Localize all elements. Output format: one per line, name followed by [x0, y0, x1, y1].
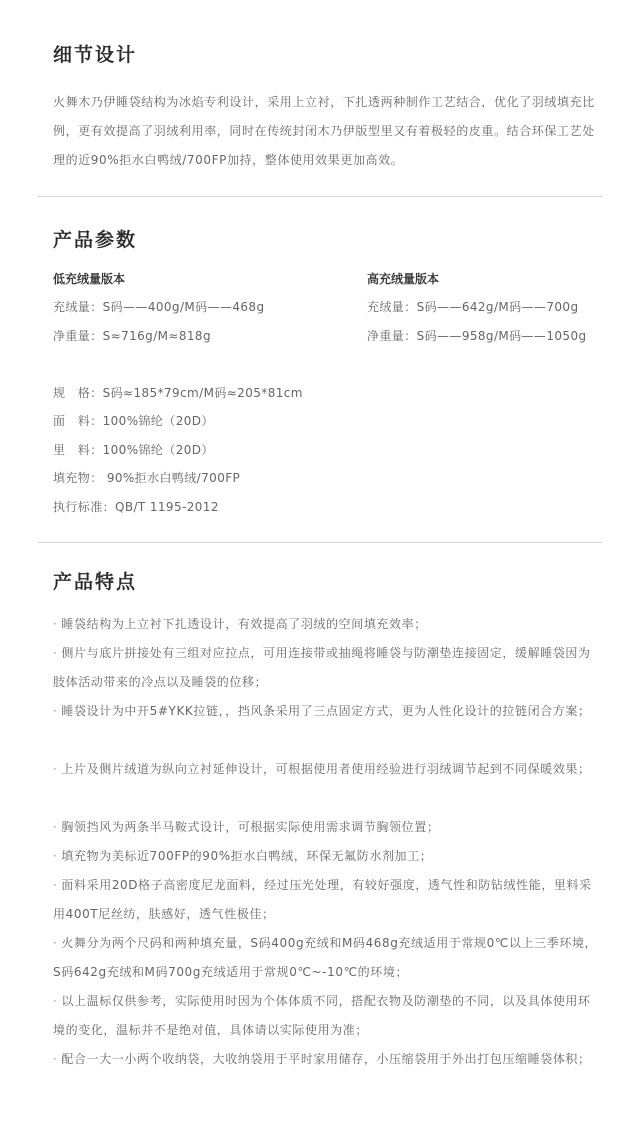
spec-size: 规 格：S码≈185*79cm/M码≈205*81cm: [53, 386, 303, 400]
feature-item: [53, 697, 598, 726]
detail-title: 细节设计: [53, 44, 138, 66]
bullet-mark: ·: [53, 704, 58, 718]
bullet-mark: ·: [53, 646, 58, 660]
feature-text: 上片及侧片绒道为纵向立衬延伸设计，可根据使用者使用经验进行羽绒调节起到不同保暖效果；: [61, 762, 591, 776]
low-fill-amount: 充绒量：S码——400g/M码——468g: [53, 300, 265, 314]
feature-text: 睡袋结构为上立衬下扎透设计，有效提高了羽绒的空间填充效率；: [61, 617, 427, 631]
feature-item: [53, 929, 598, 987]
spec-shell-fabric: 面 料：100%锦纶（20D）: [53, 414, 214, 428]
feature-text: 胸领挡风为两条半马鞍式设计，可根据实际使用需求调节胸领位置；: [61, 820, 440, 834]
feature-text: 面料采用20D格子高密度尼龙面料，经过压光处理，有较好强度，透气性和防钻绒性能，里料采用400T尼丝纺，肤感好，透气性极佳；: [53, 878, 592, 921]
feature-text: 火舞分为两个尺码和两种填充量，S码400g充绒和M码468g充绒适用于常规0℃以上三季环境，S码642g充绒和M码700g充绒适用于常规0℃~-10℃的环境；: [53, 936, 598, 979]
bullet-mark: ·: [53, 762, 58, 776]
feature-item: [53, 813, 598, 842]
features-title: 产品特点: [53, 571, 138, 593]
feature-item: [53, 610, 598, 639]
feature-text: 填充物为美标近700FP的90%拒水白鸭绒，环保无氟防水剂加工；: [61, 849, 433, 863]
bullet-mark: ·: [53, 820, 58, 834]
feature-item: [53, 871, 598, 929]
low-net-weight: 净重量：S≈716g/M≈818g: [53, 329, 211, 343]
spec-standard: 执行标准：QB/T 1195-2012: [53, 500, 219, 514]
bullet-mark: ·: [53, 617, 58, 631]
bullet-mark: ·: [53, 936, 58, 950]
feature-item: [53, 1045, 598, 1074]
high-fill-amount: 充绒量：S码——642g/M码——700g: [367, 300, 579, 314]
feature-text: 睡袋设计为中开5#YKK拉链，，挡风条采用了三点固定方式，更为人性化设计的拉链闭合方案；: [61, 704, 591, 718]
divider-2: [38, 542, 602, 543]
feature-text: 侧片与底片拼接处有三组对应拉点，可用连接带或抽绳将睡袋与防潮垫连接固定，缓解睡袋因为肢体活动带来的冷点以及睡袋的位移；: [53, 646, 591, 689]
feature-text: 以上温标仅供参考，实际使用时因为个体体质不同，搭配衣物及防潮垫的不同，以及具体使用环境的变化，温标并不是绝对值，具体请以实际使用为准；: [53, 994, 591, 1037]
bullet-mark: ·: [53, 994, 58, 1008]
divider-1: [38, 196, 602, 197]
bullet-mark: ·: [53, 849, 58, 863]
bullet-mark: ·: [53, 1052, 58, 1066]
feature-item: [53, 842, 598, 871]
spec-filling: 填充物： 90%拒水白鸭绒/700FP: [53, 471, 241, 485]
bullet-mark: ·: [53, 878, 58, 892]
high-fill-version-title: 高充绒量版本: [367, 272, 440, 286]
low-fill-version-title: 低充绒量版本: [53, 272, 126, 286]
spec-lining-fabric: 里 料：100%锦纶（20D）: [53, 443, 214, 457]
params-title: 产品参数: [53, 229, 138, 251]
high-net-weight: 净重量：S码——958g/M码——1050g: [367, 329, 587, 343]
feature-item: [53, 639, 598, 697]
feature-text: 配合一大一小两个收纳袋，大收纳袋用于平时家用储存，小压缩袋用于外出打包压缩睡袋体积；: [61, 1052, 591, 1066]
detail-paragraph: 火舞木乃伊睡袋结构为冰焰专利设计，采用上立衬，下扎透两种制作工艺结合，优化了羽绒填充比例，更有效提高了羽绒利用率，同时在传统封闭木乃伊版型里又有着极轻的皮重。结合环保工艺处理的近90%拒水白鸭绒/700FP加持，整体使用效果更加高效。: [53, 95, 595, 167]
feature-item: [53, 987, 598, 1045]
feature-item: [53, 755, 598, 784]
